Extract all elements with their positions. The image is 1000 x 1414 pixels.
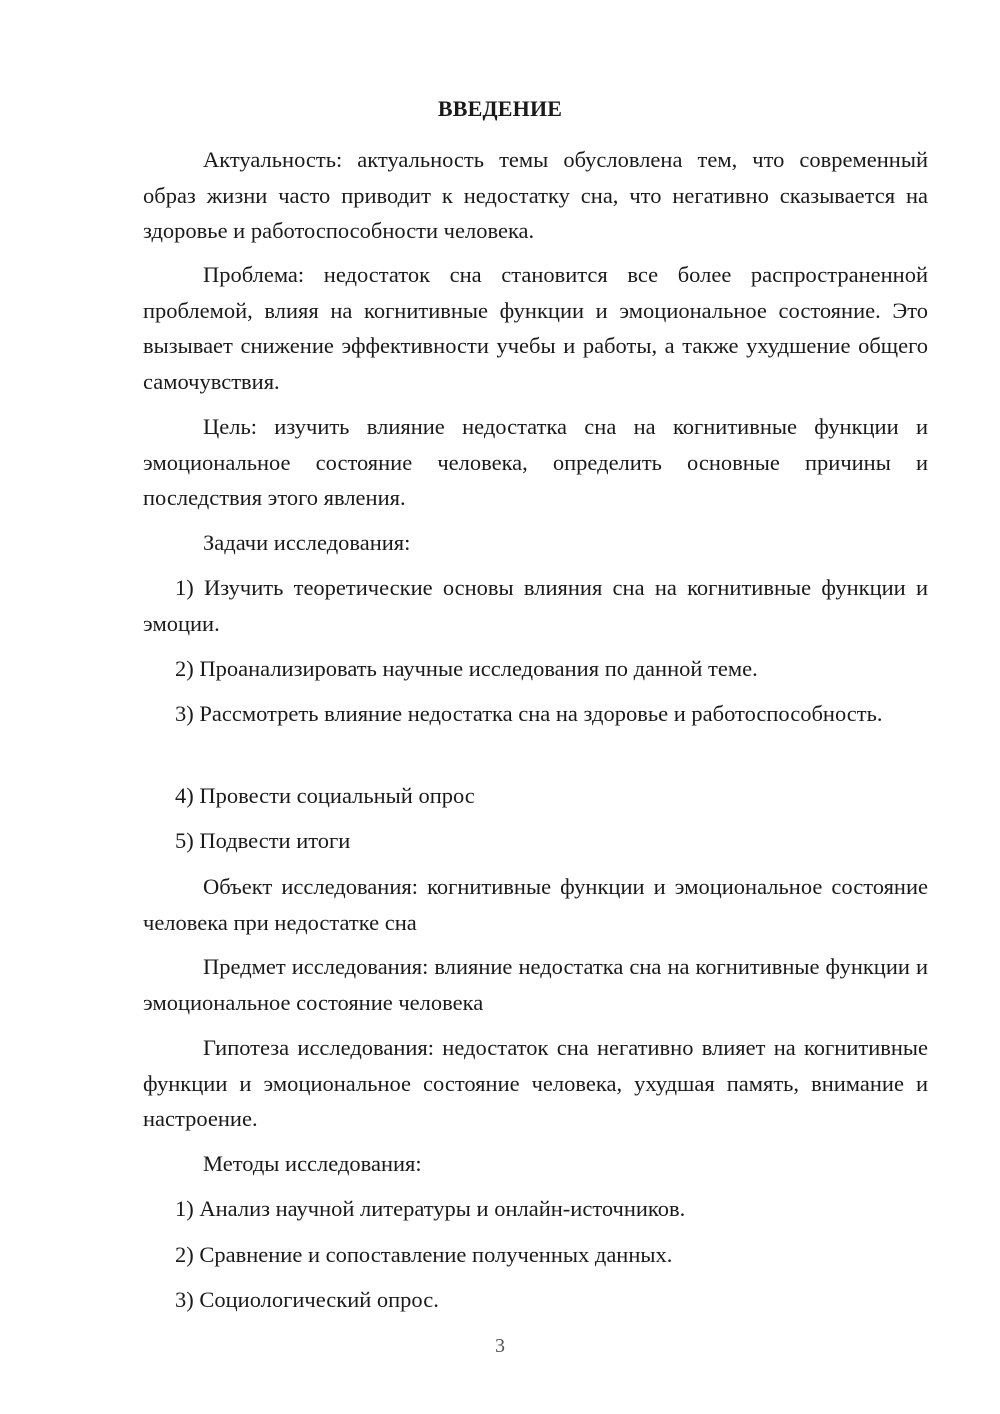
method-item-2: 2) Сравнение и сопоставление полученных данных.	[175, 1242, 673, 1267]
method-item-3: 3) Социологический опрос.	[175, 1287, 439, 1312]
task-item-3: 3) Рассмотреть влияние недостатка сна на здоровье и работоспособность.	[175, 701, 883, 726]
task-item-4: 4) Провести социальный опрос	[175, 783, 475, 808]
task-item-5: 5) Подвести итоги	[175, 828, 351, 853]
tasks-heading: Задачи исследования:	[203, 530, 411, 555]
task-item-2: 2) Проанализировать научные исследования по данной теме.	[175, 656, 758, 681]
paragraph-hypothesis: Гипотеза исследования: недостаток сна негативно влияет на когнитивные функции и эмоциональное состояние человека, ухудшая память, внимание и настроение.	[143, 1035, 928, 1131]
paragraph-relevance: Актуальность: актуальность темы обусловлена тем, что современный образ жизни часто приводит к недостатку сна, что негативно сказывается на здоровье и работоспособности человека.	[143, 147, 928, 243]
paragraph-problem: Проблема: недостаток сна становится все более распространенной проблемой, влияя на когнитивные функции и эмоциональное состояние. Это вызывает снижение эффективности учебы и работы, а также ухудшение общего самочувствия.	[143, 262, 928, 394]
page-number: 3	[495, 1335, 505, 1357]
methods-heading: Методы исследования:	[203, 1151, 422, 1176]
page-title: ВВЕДЕНИЕ	[437, 96, 563, 121]
method-item-1: 1) Анализ научной литературы и онлайн-источников.	[175, 1196, 686, 1221]
paragraph-subject: Предмет исследования: влияние недостатка сна на когнитивные функции и эмоциональное состояние человека	[143, 954, 928, 1015]
task-item-1: 1) Изучить теоретические основы влияния сна на когнитивные функции и эмоции.	[143, 575, 928, 636]
paragraph-object: Объект исследования: когнитивные функции и эмоциональное состояние человека при недостатке сна	[143, 874, 928, 935]
paragraph-goal: Цель: изучить влияние недостатка сна на когнитивные функции и эмоциональное состояние человека, определить основные причины и последствия этого явления.	[143, 414, 928, 510]
